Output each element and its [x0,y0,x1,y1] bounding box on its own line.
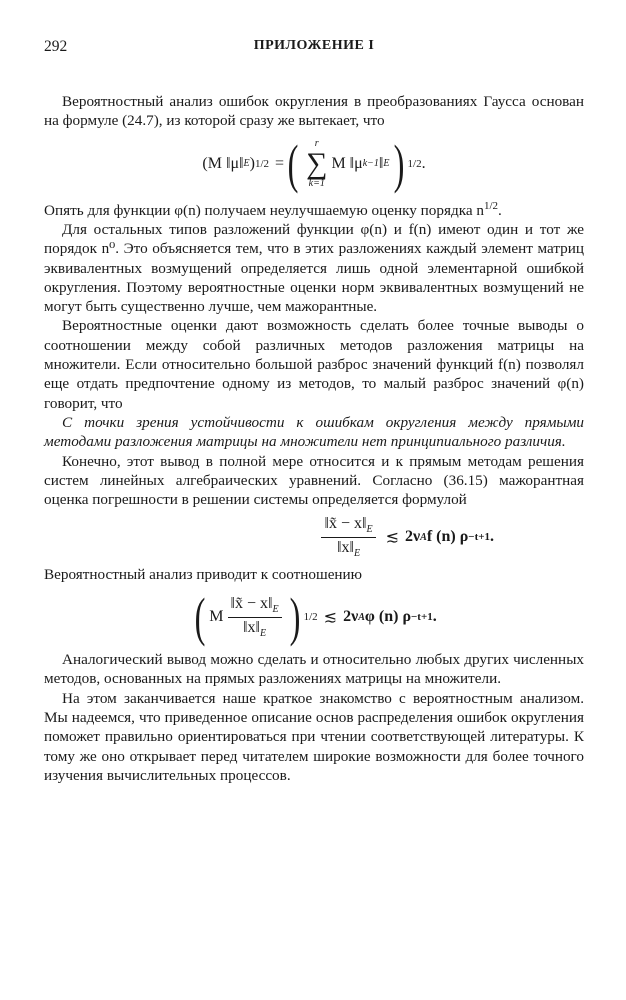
formula-1-lhs: (M ‖μ‖ [202,154,244,172]
paragraph-7: Вероятностный анализ приводит к соотношению [44,565,363,583]
formula-1-term: M ‖μ [331,154,363,172]
formula-2: $\frac{‖x̃ - x‖_E}{‖x‖_E}$ ≲ 2ν A f (n) ρ −t+1 . [44,515,584,558]
formula-2-fraction: $\frac{‖x̃ - x‖_E}{‖x‖_E}$ [321,515,375,558]
paragraph-5-italic: С точки зрения устойчивости к ошибкам округления между прямыми методами разложения матрицы на множители нет принципиального различия. [44,413,584,451]
paragraph-6: Конечно, этот вывод в полной мере относится и к прямым методам решения систем линейных алгебраических уравнений. Согласно (36.15) мажорантная оценка погрешности в решении системы определяется формулой [44,452,584,509]
formula-1: (M ‖μ‖ E ) 1/2 = ( r ∑ k=1 M ‖μ k−1 ‖ E ) 1/2 . [202,133,426,194]
formula-3: ( M $\frac{‖x̃ - x‖_E}{‖x‖_E}$ ) 1/2 ≲ 2ν A φ (n) ρ −t+1 . [194,587,437,648]
running-head [44,38,584,62]
paragraph-8: Аналогический вывод можно сделать и относительно любых других численных методов, основанных на прямых разложениях матрицы на множители. [44,651,584,688]
paragraph-1: Вероятностный анализ ошибок округления в преобразованиях Гаусса основан на формуле (24.7), из которой сразу же вытекает, что [44,93,584,130]
paragraph-3: Для остальных типов разложений функции φ(n) и f(n) имеют один и тот же порядок n⁰. Это объясняется тем, что в этих разложениях каждый элемент матриц эквивалентных возмущений определяется лишь одной элементарной ошибкой округления. Поэтому вероятностные оценки норм эквивалентных возмущений не могут быть существенно лучше, чем мажорантные. [44,220,584,316]
formula-1-equals: = [275,154,285,172]
formula-3-fraction: $\frac{‖x̃ - x‖_E}{‖x‖_E}$ [228,595,282,638]
book-page [44,38,584,785]
paragraph-9: На этом заканчивается наше краткое знакомство с вероятностным анализом. Мы надеемся, что приведенное описание основ распределения ошибок округления поможет правильно ориентироваться при чтении соответствующей литературы. К тому же оно открывает перед читателем широкие возможности для более точного изучения вычислительных процессов. [44,689,584,784]
summation: r ∑ k=1 [306,137,328,189]
paragraph-2: Опять для функции φ(n) получаем неулучшаемую оценку порядка $n^{1/2}$. [44,199,502,219]
page-number: 292 [44,38,68,55]
chapter-title: ПРИЛОЖЕНИЕ I [253,38,375,53]
paragraph-4: Вероятностные оценки дают возможность сделать более точные выводы о соотношении между собой различных методов разложения матрицы на множители. Если относительно большой разброс значений функций f(n) позволял еще отдать предпочтение одному из методов, то малый разброс значений φ(n) говорит, что [44,317,584,412]
